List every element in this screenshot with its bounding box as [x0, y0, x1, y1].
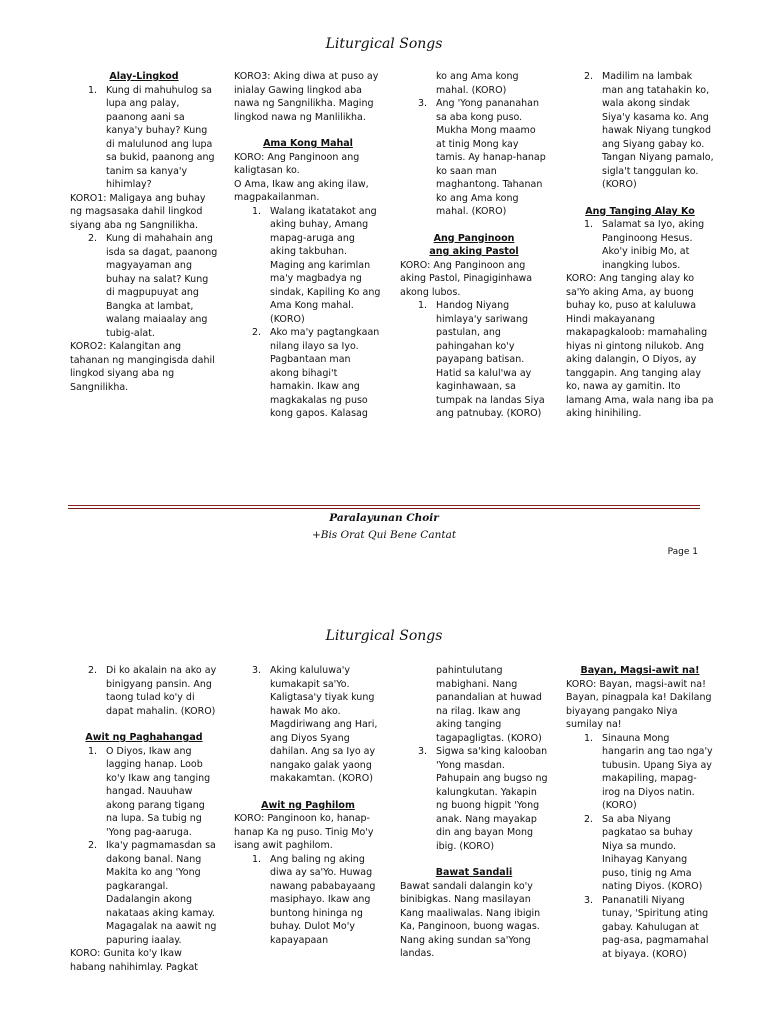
refrain: KORO3: Aking diwa at puso ay inialay Gawing lingkod aba nawa ng Sangnilikha. Maging lingkod nawa ng Manlilikha. — [234, 71, 379, 123]
verse-list — [234, 664, 382, 786]
verse: 2. Di ko akalain na ako ay binigyang pansin. Ang taong tulad ko'y di dapat mahalin. (KORO) — [88, 665, 217, 717]
lyric-line: O Ama, Ikaw ang aking ilaw, magpakailanman. — [234, 178, 369, 203]
refrain: KORO: Bayan, magsi-awit na! Bayan, pinagpala ka! Dakilang biyayang pangako Niya sumilay na! — [566, 678, 712, 730]
song-title: Bawat Sandali — [435, 867, 513, 878]
verse-list — [400, 299, 548, 421]
verse-list — [566, 732, 714, 962]
refrain: KORO: Ang Panginoon ang kaligtasan ko. — [234, 151, 360, 176]
song-title: Ama Kong Mahal — [263, 138, 353, 149]
column-4 — [566, 70, 714, 421]
column-4 — [566, 664, 714, 961]
column-1 — [70, 70, 218, 394]
footer-motto: +Bis Orat Qui Bene Cantat — [311, 529, 457, 541]
verse: 1. Ang baling ng aking diwa ay sa'Yo. Huwag nawang pababayaang masiphayo. Ikaw ang buntong hininga ng buhay. Dulot Mo'y kapayapaan — [252, 853, 376, 946]
verse-list — [70, 84, 218, 192]
verse: 3. Aking kaluluwa'y kumakapit sa'Yo. Kaligtasa'y tiyak kung hawak Mo ako. Magdiriwang ang Hari, ang Diyos Syang dahilan. Ang sa Iyo ay nangako galak yaong makakamtan. (KORO) — [252, 665, 378, 784]
footer-choir-name: Paralayunan Choir — [329, 512, 439, 524]
lyric-line: Bawat sandali dalangin ko'y binibigkas. Nang masilayan Kang maaliwalas. Nang ibigin Ka, Panginoon, buong wagas. Nang aking sundan sa'Yong landas. — [400, 880, 541, 959]
column-2 — [234, 664, 382, 947]
verse-list — [70, 232, 218, 340]
song-title: Ang Tanging Alay Ko — [585, 205, 695, 217]
song-title: Alay-Lingkod — [109, 71, 179, 82]
song-title: Awit ng Paghilom — [261, 799, 355, 811]
footer-divider — [68, 508, 700, 509]
song-title: Ang Panginoon ang aking Pastol — [429, 232, 519, 257]
refrain: KORO1: Maligaya ang buhay ng magsasaka dahil lingkod siyang aba ng Sangnilikha. — [70, 192, 206, 231]
verse-continued: ko ang Ama kong mahal. (KORO) — [436, 71, 519, 96]
verse: 2. Kung di mahahain ang isda sa dagat, paanong magyayaman ang buhay na salat? Kung di magpupuyat ang Bangka at lambat, walang maiaalay ang tubig-alat. — [88, 233, 218, 339]
refrain: KORO: Ang Panginoon ang aking Pastol, Pinagiginhawa akong lubos. — [400, 259, 533, 298]
verse: 1. Walang ikatatakot ang aking buhay, Amang mapag-aruga ang aking takbuhan. Maging ang karimlan ma'y magbadya ng sindak, Kapiling Ko ang Ama Kong mahal. (KORO) — [252, 205, 381, 325]
verse: 1. Kung di mahuhulog sa lupa ang palay, paanong aani sa kanya'y buhay? Kung di malulunod ang lupa sa bukid, paanong ang tanim sa kanya'y hihimlay? — [88, 84, 215, 190]
refrain: KORO: Panginoon ko, hanap-hanap Ka ng puso. Tinig Mo'y isang awit paghilom. — [234, 813, 374, 851]
page-number: Page 1 — [667, 547, 698, 557]
verse: 2. Ika'y pagmamasdan sa dakong banal. Nang Makita ko ang 'Yong pagkarangal. Dadalangin akong nakataas aking kamay. Magagalak na aawit ng papuring iaalay. — [88, 840, 217, 946]
page-header-title: Liturgical Songs — [325, 36, 443, 52]
verse-list — [70, 664, 218, 718]
verse-continued: pahintulutang mabighani. Nang panandalian at huwad na rilag. Ikaw ang aking tanging tagapagligtas. (KORO) — [436, 665, 542, 744]
verse: 3. Ang 'Yong pananahan sa aba kong puso. Mukha Mong maamo at tinig Mong kay tamis. Ay hanap-hanap ko saan man maghantong. Tahanan ko ang Ama kong mahal. (KORO) — [418, 98, 546, 217]
column-3 — [400, 70, 548, 421]
verse: 2. Sa aba Niyang pagkatao sa buhay Niya sa mundo. Inihayag Kanyang puso, tinig ng Ama nating Diyos. (KORO) — [584, 813, 703, 892]
page-gap — [0, 568, 768, 590]
column-2 — [234, 70, 382, 421]
song-title: Awit ng Paghahangad — [85, 732, 203, 743]
song-title: Bayan, Magsi-awit na! — [580, 665, 700, 676]
refrain: KORO: Gunita ko'y Ikaw habang nahihimlay. Pagkat — [70, 948, 198, 973]
refrain: KORO2: Kalangitan ang tahanan ng mangingisda dahil lingkod siyang aba ng Sangnilikha. — [70, 341, 215, 393]
verse-list — [400, 664, 548, 853]
verse-list — [234, 853, 382, 948]
verse-list — [234, 205, 382, 421]
verse: 3. Sigwa sa'king kalooban 'Yong masdan. Pahupain ang bugso ng kalungkutan. Yakapin ng buong higpit 'Yong anak. Nang mayakap din ang bayan Mong ibig. (KORO) — [418, 746, 548, 852]
verse: 3. Pananatili Niyang tunay, 'Spiritung ating gabay. Kahulugan at pag-asa, pagmamahal at biyaya. (KORO) — [584, 894, 709, 960]
verse-list — [400, 70, 548, 219]
verse: 2. Madilim na lambak man ang tatahakin ko, wala akong sindak Siya'y kasama ko. Ang hawak Niyang tungkod ang Siyang gabay ko. Tangan Niyang pamalo, sigla't tanggulan ko. (KORO) — [584, 71, 714, 190]
verse: 1. O Diyos, Ikaw ang lagging hanap. Loob ko'y Ikaw ang tanging hangad. Nauuhaw akong parang tigang na lupa. Sa tubig ng 'Yong pag-aaruga. — [88, 745, 211, 838]
verse: 1. Sinauna Mong hangarin ang tao nga'y tubusin. Upang Siya ay makapiling, mapag-irog na Diyos natin. (KORO) — [584, 732, 713, 811]
column-1 — [70, 664, 218, 974]
verse-list — [70, 745, 218, 948]
footer-divider — [68, 505, 700, 506]
page-2 — [0, 590, 768, 1024]
refrain: KORO: Ang tanging alay ko sa'Yo aking Ama, ay buong buhay ko, puso at kaluluwa Hindi makayanang makapagkaloob: mamahaling hiyas ni gintong nilukob. Ang aking dalangin, O Diyos, ay tanggapin. Ang tanging alay ko, nawa ay gamitin. Ito lamang Ama, wala nang iba pa aking hinihiling. — [566, 273, 714, 419]
verse-list — [566, 70, 714, 192]
page-header-title: Liturgical Songs — [325, 628, 443, 644]
verse: 1. Handog Niyang himlaya'y sariwang pastulan, ang pahingahan ko'y payapang batisan. Hatid sa kalul'wa ay kaginhawaan, sa tumpak na landas Siya ang patnubay. (KORO) — [418, 300, 545, 419]
verse: 2. Ako ma'y pagtangkaan nilang ilayo sa Iyo. Pagbantaan man akong bihagi't hamakin. Ikaw ang magkakalas ng puso kong gapos. Kalasag — [252, 327, 380, 419]
verse: 1. Salamat sa Iyo, aking Panginoong Hesus. Ako'y inibig Mo, at inangking lubos. — [584, 219, 705, 271]
verse-list — [566, 218, 714, 272]
column-3 — [400, 664, 548, 961]
